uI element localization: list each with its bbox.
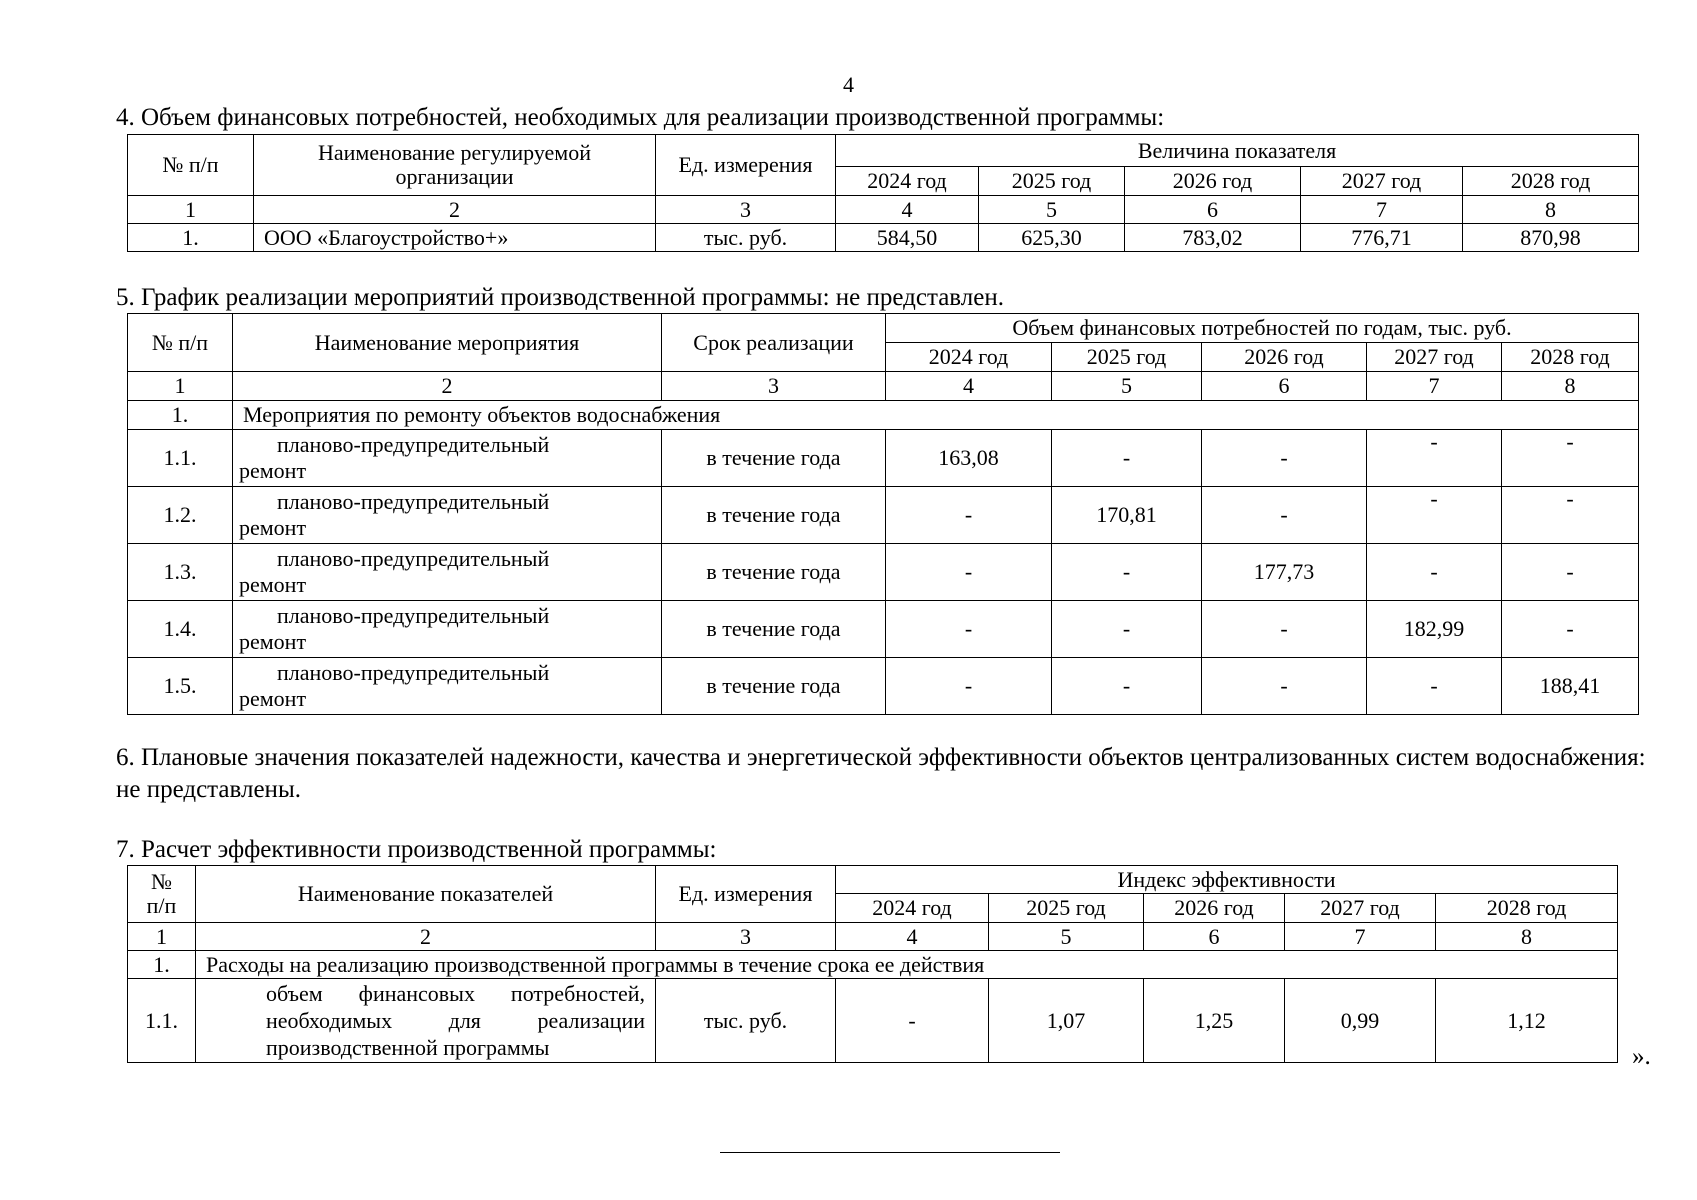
col-number: 7 — [1301, 196, 1463, 224]
table-row: 1.4. планово-предупредительный ремонт в течение года - - - 182,99 - — [128, 601, 1639, 658]
efficiency-table — [127, 865, 1618, 1063]
col-number: 7 — [1285, 923, 1436, 951]
footer-divider — [720, 1152, 1060, 1153]
closing-quote-mark: ». — [1632, 1043, 1651, 1070]
header-year: 2024 год — [836, 167, 979, 196]
header-year: 2028 год — [1436, 894, 1618, 923]
header-year: 2024 год — [886, 343, 1052, 372]
header-num: № п/п — [128, 135, 254, 196]
header-year: 2027 год — [1301, 167, 1463, 196]
section-7-heading: 7. Расчет эффективности производственной программы: — [116, 836, 717, 863]
table-row: 1.3. планово-предупредительный ремонт в течение года - - 177,73 - - — [128, 544, 1639, 601]
header-finance: Объем финансовых потребностей по годам, тыс. руб. — [886, 314, 1639, 343]
header-year: 2025 год — [989, 894, 1144, 923]
table-row: 1. ООО «Благоустройство+» тыс. руб. 584,50 625,30 783,02 776,71 870,98 — [128, 224, 1639, 252]
header-unit: Ед. измерения — [656, 135, 836, 196]
header-year: 2028 год — [1463, 167, 1639, 196]
table-row: 1.2. планово-предупредительный ремонт в течение года - 170,81 - - - — [128, 487, 1639, 544]
header-year: 2027 год — [1367, 343, 1502, 372]
header-year: 2026 год — [1202, 343, 1367, 372]
col-number: 5 — [979, 196, 1125, 224]
header-year: 2025 год — [1052, 343, 1202, 372]
group-row: 1. Расходы на реализацию производственной программы в течение срока ее действия — [128, 951, 1618, 979]
finance-needs-table — [127, 134, 1639, 252]
col-number: 6 — [1144, 923, 1285, 951]
col-number: 8 — [1463, 196, 1639, 224]
col-number: 2 — [254, 196, 656, 224]
header-name: Наименование показателей — [196, 866, 656, 923]
section-6-text: 6. Плановые значения показателей надежности, качества и энергетической эффективности объектов централизованных систем водоснабжения: не представлены. — [116, 744, 1646, 803]
col-number: 6 — [1125, 196, 1301, 224]
header-name: Наименование мероприятия — [233, 314, 662, 372]
header-unit: Ед. измерения — [656, 866, 836, 923]
col-number: 1 — [128, 196, 254, 224]
col-number: 4 — [886, 372, 1052, 401]
table-row: 1.1. объем финансовых потребностей, необходимых для реализации производственной программы тыс. руб. - 1,07 1,25 0,99 1,12 — [128, 979, 1618, 1063]
header-term: Срок реализации — [662, 314, 886, 372]
col-number: 1 — [128, 923, 196, 951]
page-number: 4 — [843, 72, 854, 97]
events-schedule-table — [127, 313, 1639, 715]
col-number: 1 — [128, 372, 233, 401]
header-num: № п/п — [128, 866, 196, 923]
col-number: 3 — [662, 372, 886, 401]
header-year: 2026 год — [1144, 894, 1285, 923]
section-5-heading: 5. График реализации мероприятий производственной программы: не представлен. — [116, 284, 1004, 311]
header-year: 2028 год — [1502, 343, 1639, 372]
header-value: Величина показателя — [836, 135, 1639, 167]
col-number: 2 — [196, 923, 656, 951]
col-number: 8 — [1502, 372, 1639, 401]
col-number: 4 — [836, 196, 979, 224]
col-number: 8 — [1436, 923, 1618, 951]
col-number: 7 — [1367, 372, 1502, 401]
header-year: 2024 год — [836, 894, 989, 923]
header-num: № п/п — [128, 314, 233, 372]
col-number: 2 — [233, 372, 662, 401]
col-number: 6 — [1202, 372, 1367, 401]
col-number: 3 — [656, 196, 836, 224]
col-number: 5 — [1052, 372, 1202, 401]
section-4-heading: 4. Объем финансовых потребностей, необходимых для реализации производственной программы: — [116, 104, 1165, 131]
col-number: 5 — [989, 923, 1144, 951]
header-year: 2025 год — [979, 167, 1125, 196]
col-number: 3 — [656, 923, 836, 951]
table-row: 1.1. планово-предупредительный ремонт в течение года 163,08 - - - - — [128, 430, 1639, 487]
group-row: 1. Мероприятия по ремонту объектов водоснабжения — [128, 401, 1639, 430]
header-org: Наименование регулируемой организации — [254, 135, 656, 196]
table-row: 1.5. планово-предупредительный ремонт в течение года - - - - 188,41 — [128, 658, 1639, 715]
header-year: 2027 год — [1285, 894, 1436, 923]
header-index: Индекс эффективности — [836, 866, 1618, 894]
col-number: 4 — [836, 923, 989, 951]
header-year: 2026 год — [1125, 167, 1301, 196]
